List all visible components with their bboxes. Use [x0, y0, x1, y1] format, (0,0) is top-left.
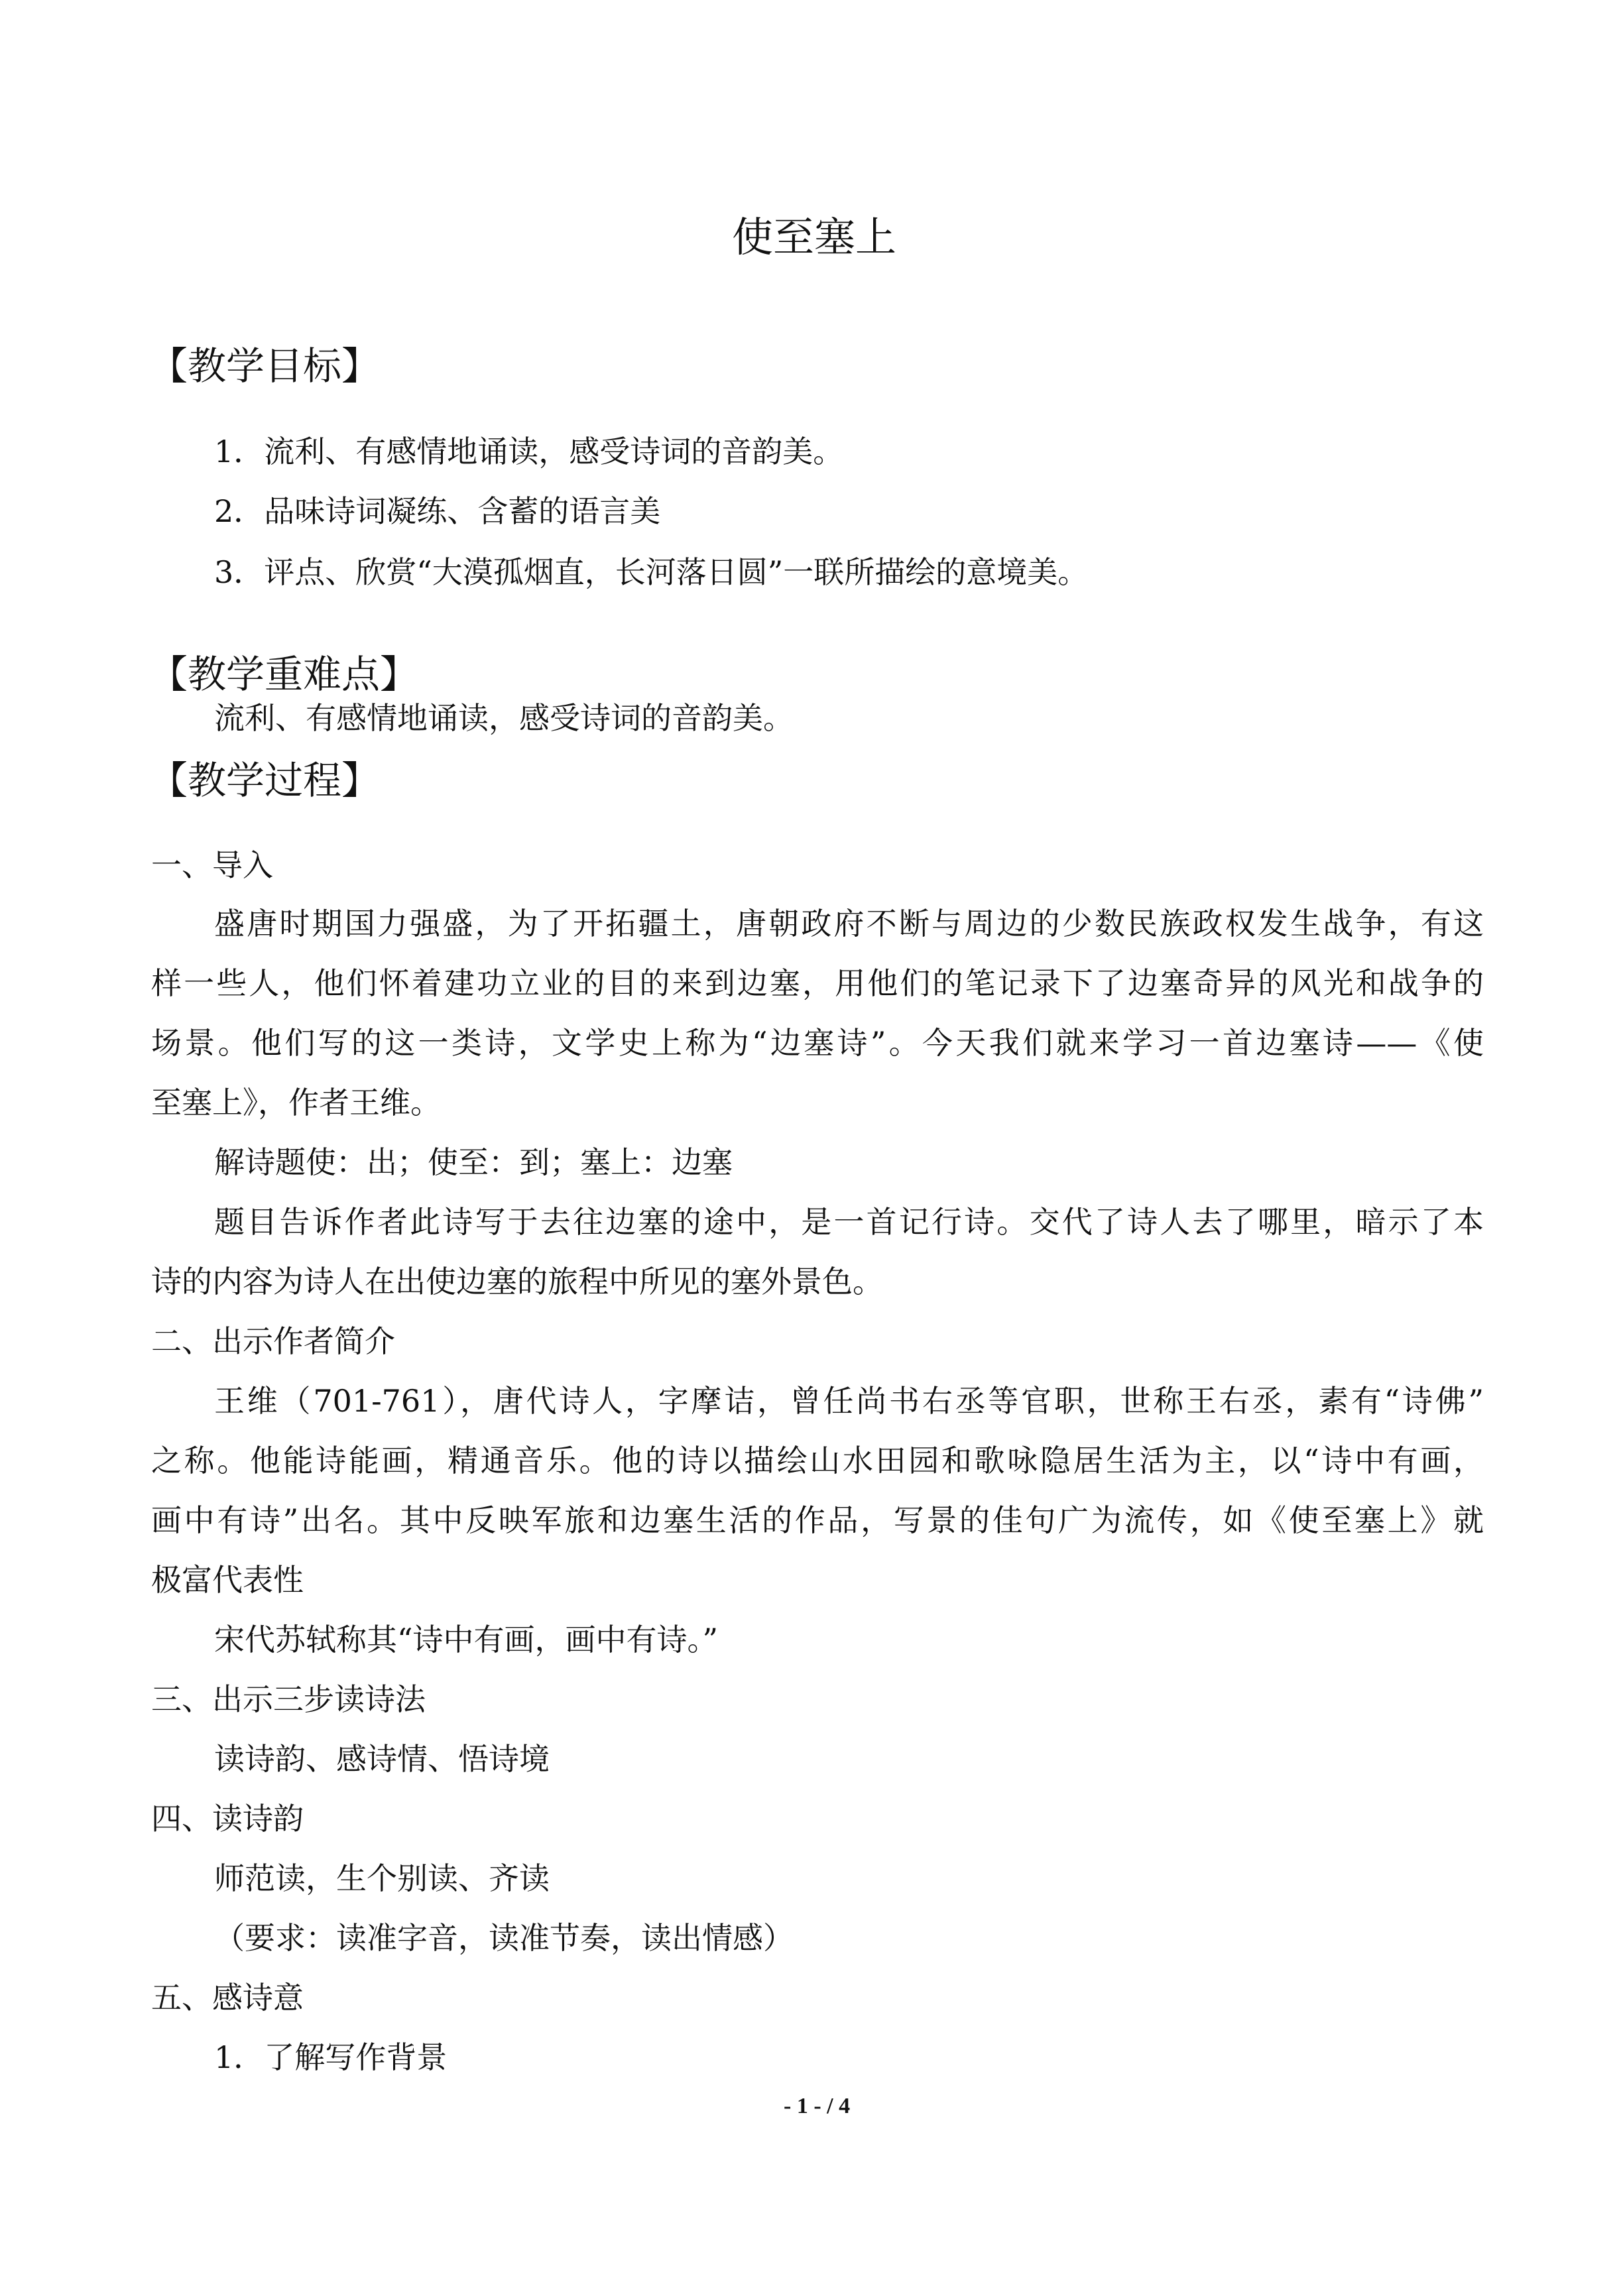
key-point-text: 流利、有感情地诵读，感受诗词的音韵美。 — [214, 700, 794, 736]
intro-paragraph-line: 至塞上》，作者王维。 — [151, 1085, 441, 1120]
page-number: - 1 - / 4 — [784, 2094, 851, 2118]
title-explanation: 解诗题使：出；使至：到；塞上：边塞 — [214, 1144, 733, 1180]
goal-item-3: 3．评点、欣赏“大漠孤烟直，长河落日圆”一联所描绘的意境美。 — [214, 554, 1089, 590]
intro-paragraph-line: 盛唐时期国力强盛，为了开拓疆土，唐朝政府不断与周边的少数民族政权发生战争，有这 — [214, 906, 1484, 941]
author-paragraph-line: 之称。他能诗能画，精通音乐。他的诗以描绘山水田园和歌咏隐居生活为主，以“诗中有画， — [151, 1443, 1484, 1479]
heading-key-points: 【教学重难点】 — [149, 652, 419, 697]
author-paragraph-line: 极富代表性 — [151, 1562, 304, 1598]
goal-item-2: 2．品味诗词凝练、含蓄的语言美 — [214, 493, 661, 529]
su-shi-quote: 宋代苏轼称其“诗中有画，画中有诗。” — [214, 1622, 719, 1658]
author-paragraph-line: 王维（701-761），唐代诗人，字摩诘，曾任尚书右丞等官职，世称王右丞，素有“诗佛” — [214, 1383, 1484, 1419]
section-heading-sense-meaning: 五、感诗意 — [151, 1980, 304, 2016]
document-title: 使至塞上 — [732, 213, 897, 261]
section-heading-three-steps: 三、出示三步读诗法 — [151, 1681, 426, 1717]
heading-teaching-process: 【教学过程】 — [149, 758, 381, 803]
heading-teaching-goals: 【教学目标】 — [149, 343, 381, 389]
intro-paragraph-line: 样一些人，他们怀着建功立业的目的来到边塞，用他们的笔记录下了边塞奇异的风光和战争的 — [151, 965, 1484, 1001]
sense-item-1: 1．了解写作背景 — [214, 2039, 448, 2075]
title-meaning-line: 题目告诉作者此诗写于去往边塞的途中，是一首记行诗。交代了诗人去了哪里，暗示了本 — [214, 1204, 1484, 1240]
title-meaning-line: 诗的内容为诗人在出使边塞的旅程中所见的塞外景色。 — [151, 1264, 883, 1299]
intro-paragraph-line: 场景。他们写的这一类诗，文学史上称为“边塞诗”。今天我们就来学习一首边塞诗——《使 — [151, 1025, 1484, 1061]
section-heading-intro: 一、导入 — [151, 847, 273, 883]
reading-requirements: （要求：读准字音，读准节奏，读出情感） — [214, 1920, 794, 1956]
section-heading-read-rhyme: 四、读诗韵 — [151, 1801, 304, 1837]
three-steps-text: 读诗韵、感诗情、悟诗境 — [214, 1741, 550, 1777]
goal-item-1: 1．流利、有感情地诵读，感受诗词的音韵美。 — [214, 434, 844, 469]
reading-methods: 师范读，生个别读、齐读 — [214, 1860, 550, 1896]
author-paragraph-line: 画中有诗”出名。其中反映军旅和边塞生活的作品，写景的佳句广为流传，如《使至塞上》就 — [151, 1502, 1484, 1538]
section-heading-author: 二、出示作者简介 — [151, 1323, 395, 1359]
